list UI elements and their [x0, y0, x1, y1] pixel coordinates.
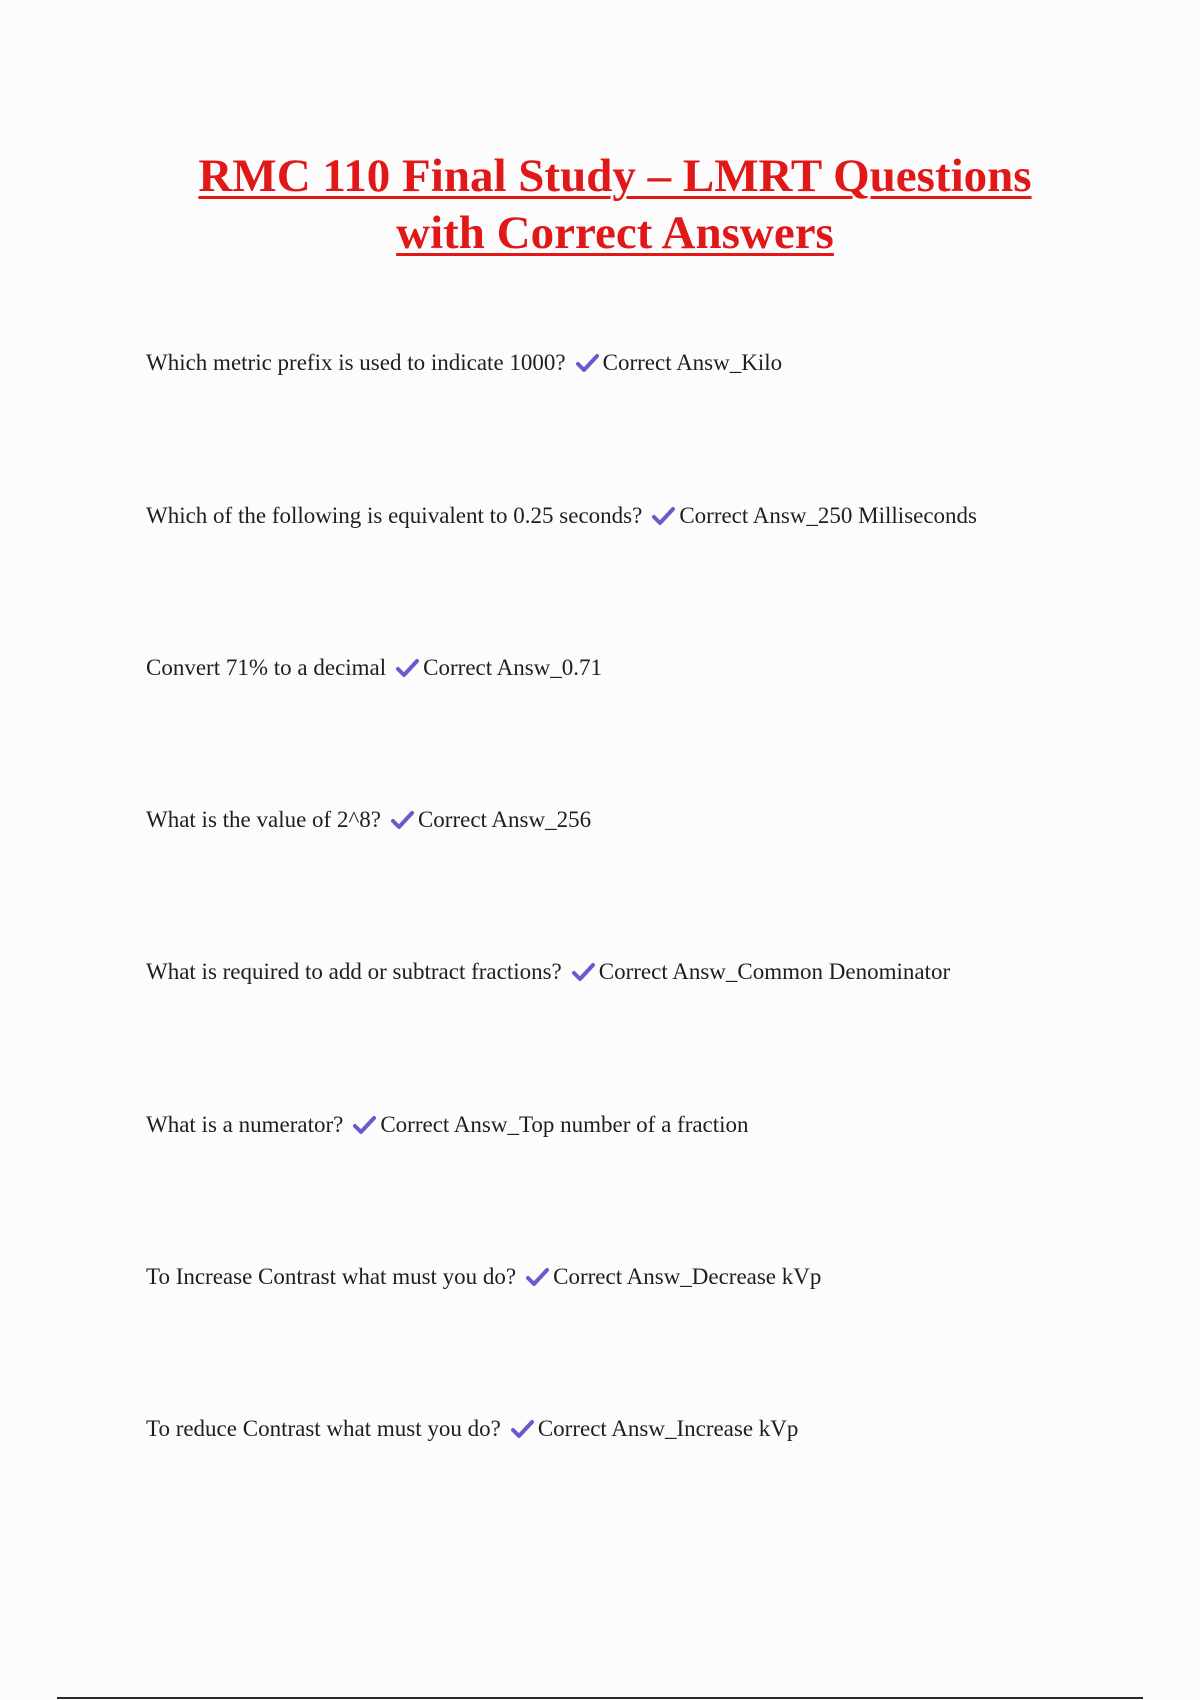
question-text: What is required to add or subtract fractions?	[146, 959, 562, 984]
answer-text: Correct Answ_250 Milliseconds	[679, 503, 978, 528]
qa-item	[146, 1263, 821, 1291]
question-text: To reduce Contrast what must you do?	[146, 1416, 501, 1441]
qa-item	[146, 502, 977, 530]
answer-text: Correct Answ_Kilo	[602, 350, 783, 375]
question-text: Which of the following is equivalent to 0.25 seconds?	[146, 503, 643, 528]
qa-item	[146, 349, 782, 377]
question-text: To Increase Contrast what must you do?	[146, 1264, 517, 1289]
answer-text: Correct Answ_Common Denominator	[598, 959, 951, 984]
check-icon	[576, 353, 599, 373]
page-title: RMC 110 Final Study – LMRT Questions with Correct Answers	[198, 150, 1032, 259]
qa-item	[146, 1415, 798, 1443]
check-icon	[353, 1115, 376, 1135]
check-icon	[391, 810, 414, 830]
question-text: Which metric prefix is used to indicate 1000?	[146, 350, 566, 375]
question-text: What is the value of 2^8?	[146, 807, 381, 832]
answer-text: Correct Answ_Increase kVp	[537, 1416, 799, 1441]
check-icon	[396, 658, 419, 678]
question-text: What is a numerator?	[146, 1112, 344, 1137]
footer-divider	[57, 1697, 1143, 1699]
qa-item	[146, 958, 950, 986]
qa-item	[146, 654, 602, 682]
answer-text: Correct Answ_Decrease kVp	[553, 1264, 822, 1289]
check-icon	[652, 506, 675, 526]
answer-text: Correct Answ_0.71	[423, 655, 603, 680]
check-icon	[511, 1419, 534, 1439]
question-text: Convert 71% to a decimal	[146, 655, 387, 680]
qa-item	[146, 806, 591, 834]
check-icon	[526, 1267, 549, 1287]
answer-text: Correct Answ_Top number of a fraction	[380, 1112, 749, 1137]
qa-item	[146, 1111, 749, 1139]
check-icon	[572, 962, 595, 982]
answer-text: Correct Answ_256	[417, 807, 592, 832]
